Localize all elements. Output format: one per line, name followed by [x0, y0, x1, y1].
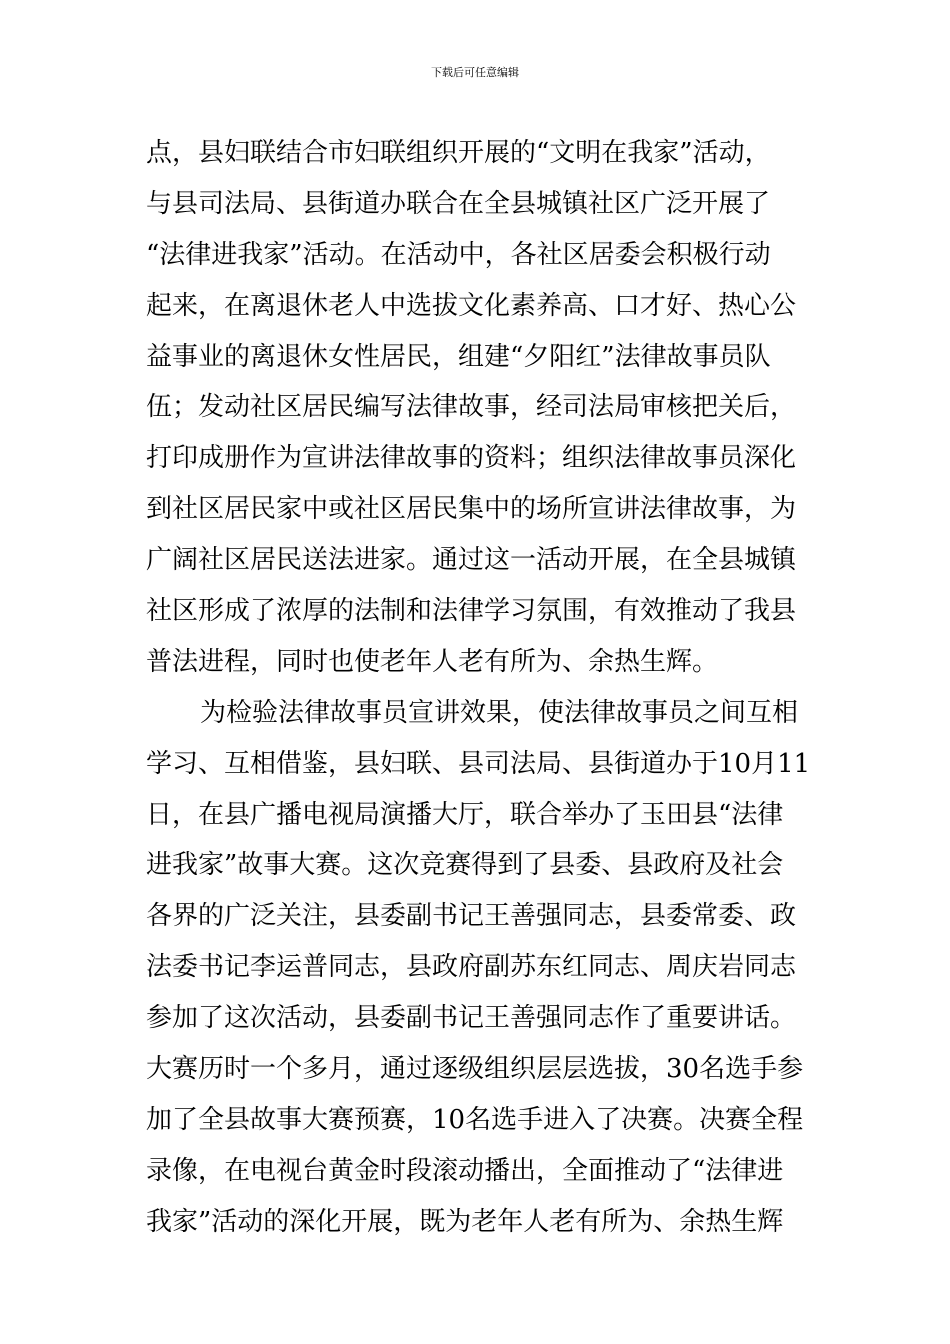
paragraph-line: 普法进程，同时也使老年人老有所为、余热生辉。 — [146, 646, 719, 677]
paragraph-line: 学习、互相借鉴，县妇联、县司法局、县街道办于10月11 — [146, 748, 811, 779]
paragraph-line: 到社区居民家中或社区居民集中的场所宣讲法律故事，为 — [146, 494, 797, 525]
paragraph-line: 日，在县广播电视局演播大厅，联合举办了玉田县“法律 — [146, 799, 784, 830]
paragraph-line: 为检验法律故事员宣讲效果，使法律故事员之间互相 — [200, 697, 799, 728]
paragraph-line: 我家”活动的深化开展，既为老年人老有所为、余热生辉 — [146, 1206, 784, 1237]
paragraph-line: “法律进我家”活动。在活动中，各社区居委会积极行动 — [146, 239, 771, 270]
paragraph-line: 录像，在电视台黄金时段滚动播出，全面推动了“法律进 — [146, 1155, 784, 1186]
page-header-note: 下载后可任意编辑 — [431, 66, 519, 79]
document-body — [146, 128, 811, 1248]
paragraph-line: 加了全县故事大赛预赛，10名选手进入了决赛。决赛全程 — [146, 1104, 804, 1135]
paragraph-line: 社区形成了浓厚的法制和法律学习氛围，有效推动了我县 — [146, 596, 797, 627]
paragraph-line: 进我家”故事大赛。这次竞赛得到了县委、县政府及社会 — [146, 850, 784, 881]
paragraph-line: 点，县妇联结合市妇联组织开展的“文明在我家”活动， — [146, 138, 771, 168]
paragraph-2 — [146, 688, 811, 1248]
paragraph-line: 大赛历时一个多月，通过逐级组织层层选拔，30名选手参 — [146, 1054, 804, 1085]
paragraph-line: 伍；发动社区居民编写法律故事，经司法局审核把关后， — [146, 392, 797, 423]
paragraph-line: 各界的广泛关注，县委副书记王善强同志，县委常委、政 — [146, 901, 797, 932]
paragraph-line: 打印成册作为宣讲法律故事的资料；组织法律故事员深化 — [146, 443, 797, 474]
paragraph-line: 起来，在离退休老人中选拔文化素养高、口才好、热心公 — [146, 290, 797, 321]
paragraph-line: 广阔社区居民送法进家。通过这一活动开展，在全县城镇 — [146, 545, 797, 576]
paragraph-1 — [146, 128, 808, 688]
paragraph-line: 法委书记李运普同志，县政府副苏东红同志、周庆岩同志 — [146, 952, 797, 983]
paragraph-line: 益事业的离退休女性居民，组建“夕阳红”法律故事员队 — [146, 341, 771, 372]
paragraph-line: 与县司法局、县街道办联合在全县城镇社区广泛开展了 — [146, 188, 771, 219]
paragraph-line: 参加了这次活动，县委副书记王善强同志作了重要讲话。 — [146, 1003, 797, 1034]
